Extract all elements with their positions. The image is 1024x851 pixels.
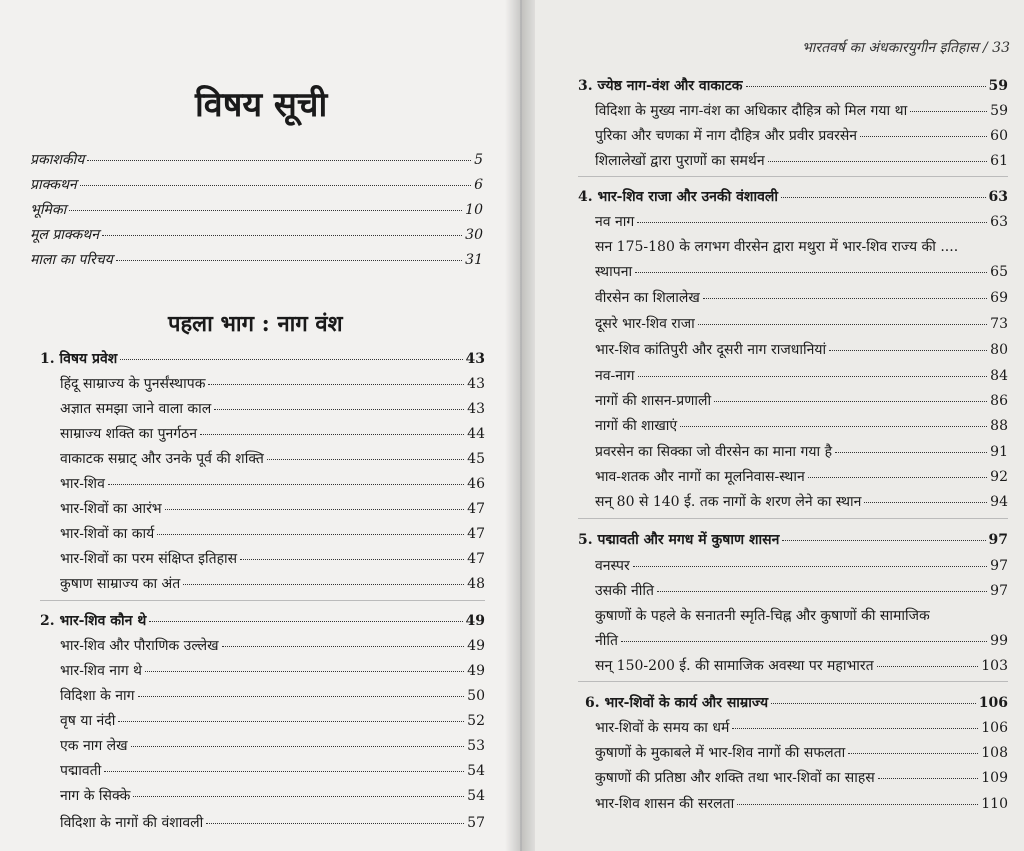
- toc-entry: [595, 212, 1008, 231]
- divider: [578, 681, 1008, 682]
- toc-entry: [595, 606, 1008, 625]
- toc-entry: [595, 126, 1008, 145]
- toc-entry-page: 110: [981, 796, 1008, 812]
- divider: [578, 176, 1008, 177]
- toc-entry-page: 99: [990, 633, 1008, 649]
- toc-entry: [60, 574, 485, 593]
- chapter-label: 2. भार-शिव कौन थे: [40, 613, 147, 629]
- part-title: पहला भाग : नाग वंश: [168, 311, 343, 337]
- toc-entry-label: भार-शिव शासन की सरलता: [595, 796, 735, 812]
- toc-entry-page: 52: [467, 713, 485, 729]
- leader-dots: [808, 477, 987, 478]
- leader-dots: [131, 746, 465, 747]
- leader-dots: [714, 401, 987, 402]
- toc-entry: [30, 175, 483, 194]
- chapter-heading: [40, 611, 485, 630]
- leader-dots: [108, 484, 464, 485]
- leader-dots: [222, 646, 465, 647]
- toc-entry-page: 69: [990, 290, 1008, 306]
- toc-entry-page: 6: [474, 177, 483, 193]
- toc-entry-page: 54: [467, 763, 485, 779]
- toc-entry: [60, 813, 485, 832]
- toc-entry-page: 31: [465, 252, 483, 268]
- toc-entry-page: 86: [990, 393, 1008, 409]
- toc-entry-label: कुषाण साम्राज्य का अंत: [60, 576, 181, 592]
- toc-entry-label: सन् 150-200 ई. की सामाजिक अवस्था पर महाभारत: [595, 658, 874, 674]
- leader-dots: [183, 584, 464, 585]
- toc-entry-page: 49: [467, 663, 485, 679]
- toc-entry: [60, 424, 485, 443]
- toc-entry-page: 59: [990, 103, 1008, 119]
- leader-dots: [829, 350, 987, 351]
- toc-entry-page: 47: [467, 551, 485, 567]
- toc-entry: [595, 581, 1008, 600]
- toc-entry-label: नागों की शासन-प्रणाली: [595, 393, 712, 409]
- toc-entry: [60, 374, 485, 393]
- toc-entry: [60, 761, 485, 780]
- leader-dots: [214, 409, 464, 410]
- toc-entry-page: 80: [990, 342, 1008, 358]
- toc-entry-label: वीरसेन का शिलालेख: [595, 290, 700, 306]
- toc-entry-label: दूसरे भार-शिव राजा: [595, 316, 695, 332]
- toc-entry-page: 94: [990, 494, 1008, 510]
- toc-entry-label: भार-शिव नाग थे: [60, 663, 142, 679]
- chapter-page: 59: [988, 78, 1008, 94]
- toc-entry-label: प्रवरसेन का सिक्का जो वीरसेन का माना गया है: [595, 444, 833, 460]
- leader-dots: [206, 823, 464, 824]
- toc-entry-label: विदिशा के नाग: [60, 688, 135, 704]
- toc-entry-label: सन 175-180 के लगभग वीरसेन द्वारा मथुरा में भार-शिव राज्य की ....: [595, 239, 959, 255]
- toc-entry-page: 88: [990, 418, 1008, 434]
- toc-entry-label: एक नाग लेख: [60, 738, 128, 754]
- toc-entry: [595, 314, 1008, 333]
- leader-dots: [732, 728, 978, 729]
- toc-entry-page: 63: [990, 214, 1008, 230]
- toc-entry-page: 84: [990, 368, 1008, 384]
- toc-entry-label: मूल प्राक्कथन: [30, 227, 100, 243]
- leader-dots: [878, 778, 979, 779]
- toc-entry: [595, 262, 1008, 281]
- leader-dots: [910, 111, 987, 112]
- toc-entry-page: 48: [467, 576, 485, 592]
- toc-entry-label: भार-शिवों का परम संक्षिप्त इतिहास: [60, 551, 238, 567]
- leader-dots: [120, 359, 462, 360]
- toc-entry: [60, 499, 485, 518]
- toc-entry: [30, 150, 483, 169]
- chapter-heading: [578, 76, 1008, 95]
- toc-entry-label: नीति: [595, 633, 619, 649]
- toc-entry-page: 5: [474, 152, 483, 168]
- leader-dots: [240, 559, 464, 560]
- toc-entry-page: 108: [981, 745, 1008, 761]
- leader-dots: [771, 703, 976, 704]
- chapter-page: 106: [978, 695, 1008, 711]
- toc-entry-label: विदिशा के मुख्य नाग-वंश का अधिकार दौहित्र को मिल गया था: [595, 103, 908, 119]
- leader-dots: [138, 696, 465, 697]
- toc-entry: [595, 237, 1008, 256]
- toc-entry-label: प्रकाशकीय: [30, 152, 85, 168]
- leader-dots: [781, 197, 986, 198]
- leader-dots: [638, 376, 988, 377]
- toc-entry-page: 50: [467, 688, 485, 704]
- toc-entry: [595, 794, 1008, 813]
- toc-entry-label: पुरिका और चणका में नाग दौहित्र और प्रवीर प्रवरसेन: [595, 128, 858, 144]
- toc-entry: [60, 549, 485, 568]
- leader-dots: [149, 621, 462, 622]
- toc-entry-page: 43: [467, 401, 485, 417]
- toc-entry-page: 49: [467, 638, 485, 654]
- leader-dots: [635, 272, 987, 273]
- toc-entry-label: भार-शिवों का कार्य: [60, 526, 155, 542]
- toc-entry: [595, 556, 1008, 575]
- toc-entry: [595, 288, 1008, 307]
- leader-dots: [208, 384, 464, 385]
- toc-entry-page: 30: [465, 227, 483, 243]
- toc-entry-page: 43: [467, 376, 485, 392]
- toc-entry-page: 91: [990, 444, 1008, 460]
- toc-entry: [595, 391, 1008, 410]
- toc-entry-label: प्राक्कथन: [30, 177, 77, 193]
- toc-entry: [60, 711, 485, 730]
- chapter-heading: [578, 530, 1008, 549]
- toc-entry-page: 103: [981, 658, 1008, 674]
- divider: [578, 518, 1008, 519]
- chapter-page: 43: [465, 351, 485, 367]
- toc-entry-label: पद्मावती: [60, 763, 102, 779]
- toc-entry: [595, 416, 1008, 435]
- leader-dots: [621, 641, 987, 642]
- chapter-label: 6. भार-शिवों के कार्य और साम्राज्य: [585, 695, 769, 711]
- leader-dots: [864, 502, 987, 503]
- chapter-page: 49: [465, 613, 485, 629]
- divider: [40, 600, 485, 601]
- chapter-label: 1. विषय प्रवेश: [40, 351, 118, 367]
- chapter-page: 63: [988, 189, 1008, 205]
- toc-entry: [595, 366, 1008, 385]
- toc-entry-label: भूमिका: [30, 202, 67, 218]
- toc-entry-page: 54: [467, 788, 485, 804]
- leader-dots: [860, 136, 987, 137]
- toc-entry-label: उसकी नीति: [595, 583, 654, 599]
- right-page: [522, 0, 1024, 851]
- running-head: भारतवर्ष का अंधकारयुगीन इतिहास / 33: [801, 40, 1010, 56]
- toc-entry: [30, 225, 483, 244]
- toc-entry-label: भार-शिवों का आरंभ: [60, 501, 162, 517]
- toc-entry-label: सन् 80 से 140 ई. तक नागों के शरण लेने का स्थान: [595, 494, 862, 510]
- toc-entry-page: 65: [990, 264, 1008, 280]
- chapter-heading: [585, 693, 1008, 712]
- toc-entry: [595, 656, 1008, 675]
- toc-entry: [595, 631, 1008, 650]
- toc-entry-label: कुषाणों के पहले के सनातनी स्मृति-चिह्न और कुषाणों की सामाजिक: [595, 608, 930, 624]
- leader-dots: [165, 509, 465, 510]
- toc-entry-label: विदिशा के नागों की वंशावली: [60, 815, 204, 831]
- toc-entry-label: स्थापना: [595, 264, 633, 280]
- leader-dots: [118, 721, 464, 722]
- toc-entry-label: नाग के सिक्के: [60, 788, 131, 804]
- leader-dots: [746, 86, 986, 87]
- leader-dots: [782, 540, 985, 541]
- leader-dots: [87, 160, 471, 161]
- leader-dots: [116, 260, 462, 261]
- leader-dots: [145, 671, 464, 672]
- toc-entry-page: 106: [981, 720, 1008, 736]
- toc-entry-page: 53: [467, 738, 485, 754]
- toc-entry-label: भार-शिव: [60, 476, 105, 492]
- toc-entry-label: कुषाणों की प्रतिष्ठा और शक्ति तथा भार-शिवों का साहस: [595, 770, 875, 786]
- leader-dots: [157, 534, 464, 535]
- leader-dots: [835, 452, 987, 453]
- toc-entry-label: भार-शिव कांतिपुरी और दूसरी नाग राजधानियां: [595, 342, 827, 358]
- chapter-heading: [578, 187, 1008, 206]
- toc-entry-page: 47: [467, 501, 485, 517]
- toc-entry-label: हिंदू साम्राज्य के पुनर्संस्थापक: [60, 376, 206, 392]
- toc-entry-page: 97: [990, 558, 1008, 574]
- leader-dots: [69, 210, 462, 211]
- toc-entry-page: 45: [467, 451, 485, 467]
- toc-entry-label: शिलालेखों द्वारा पुराणों का समर्थन: [595, 153, 765, 169]
- leader-dots: [877, 666, 979, 667]
- toc-entry-label: साम्राज्य शक्ति का पुनर्गठन: [60, 426, 198, 442]
- toc-entry-label: नागों की शाखाएं: [595, 418, 678, 434]
- toc-entry-label: वाकाटक सम्राट् और उनके पूर्व की शक्ति: [60, 451, 264, 467]
- leader-dots: [698, 324, 987, 325]
- toc-entry: [595, 151, 1008, 170]
- toc-entry-page: 57: [467, 815, 485, 831]
- toc-entry-page: 97: [990, 583, 1008, 599]
- chapter-page: 97: [988, 532, 1008, 548]
- toc-entry: [595, 442, 1008, 461]
- leader-dots: [80, 185, 471, 186]
- toc-entry-page: 10: [465, 202, 483, 218]
- toc-entry: [30, 250, 483, 269]
- toc-entry-label: वृष या नंदी: [60, 713, 116, 729]
- leader-dots: [703, 298, 987, 299]
- chapter-label: 3. ज्येष्ठ नाग-वंश और वाकाटक: [578, 78, 743, 94]
- toc-entry: [60, 474, 485, 493]
- toc-entry: [595, 768, 1008, 787]
- toc-entry-label: भार-शिव और पौराणिक उल्लेख: [60, 638, 219, 654]
- toc-entry: [595, 467, 1008, 486]
- toc-entry-page: 61: [990, 153, 1008, 169]
- toc-entry: [60, 636, 485, 655]
- toc-entry-label: भाव-शतक और नागों का मूलनिवास-स्थान: [595, 469, 805, 485]
- toc-entry-label: माला का परिचय: [30, 252, 113, 268]
- toc-entry-page: 47: [467, 526, 485, 542]
- leader-dots: [848, 753, 978, 754]
- toc-entry: [60, 686, 485, 705]
- toc-entry: [60, 736, 485, 755]
- toc-entry-label: वनस्पर: [595, 558, 630, 574]
- leader-dots: [133, 796, 464, 797]
- toc-entry-page: 73: [990, 316, 1008, 332]
- leader-dots: [657, 591, 987, 592]
- leader-dots: [104, 771, 464, 772]
- leader-dots: [637, 222, 987, 223]
- toc-entry: [60, 399, 485, 418]
- chapter-label: 4. भार-शिव राजा और उनकी वंशावली: [578, 189, 778, 205]
- leader-dots: [200, 434, 464, 435]
- toc-entry-page: 60: [990, 128, 1008, 144]
- toc-entry-label: अज्ञात समझा जाने वाला काल: [60, 401, 212, 417]
- leader-dots: [680, 426, 987, 427]
- leader-dots: [768, 161, 988, 162]
- book-gutter: [505, 0, 535, 851]
- toc-entry: [595, 340, 1008, 359]
- leader-dots: [737, 804, 978, 805]
- toc-entry-label: भार-शिवों के समय का धर्म: [595, 720, 730, 736]
- toc-entry-page: 92: [990, 469, 1008, 485]
- toc-entry: [60, 786, 485, 805]
- leader-dots: [267, 459, 464, 460]
- chapter-heading: [40, 349, 485, 368]
- toc-entry: [60, 524, 485, 543]
- chapter-label: 5. पद्मावती और मगध में कुषाण शासन: [578, 532, 780, 548]
- toc-entry: [30, 200, 483, 219]
- toc-entry-label: नव-नाग: [595, 368, 635, 384]
- toc-entry: [595, 492, 1008, 511]
- toc-entry: [60, 661, 485, 680]
- toc-entry-page: 109: [981, 770, 1008, 786]
- toc-entry: [595, 101, 1008, 120]
- leader-dots: [633, 566, 987, 567]
- page-title: विषय सूची: [195, 85, 328, 125]
- toc-entry-page: 44: [467, 426, 485, 442]
- toc-entry-label: कुषाणों के मुकाबले में भार-शिव नागों की सफलता: [595, 745, 846, 761]
- leader-dots: [102, 235, 462, 236]
- toc-entry-label: नव नाग: [595, 214, 635, 230]
- toc-entry: [595, 743, 1008, 762]
- toc-entry: [60, 449, 485, 468]
- toc-entry-page: 46: [467, 476, 485, 492]
- toc-entry: [595, 718, 1008, 737]
